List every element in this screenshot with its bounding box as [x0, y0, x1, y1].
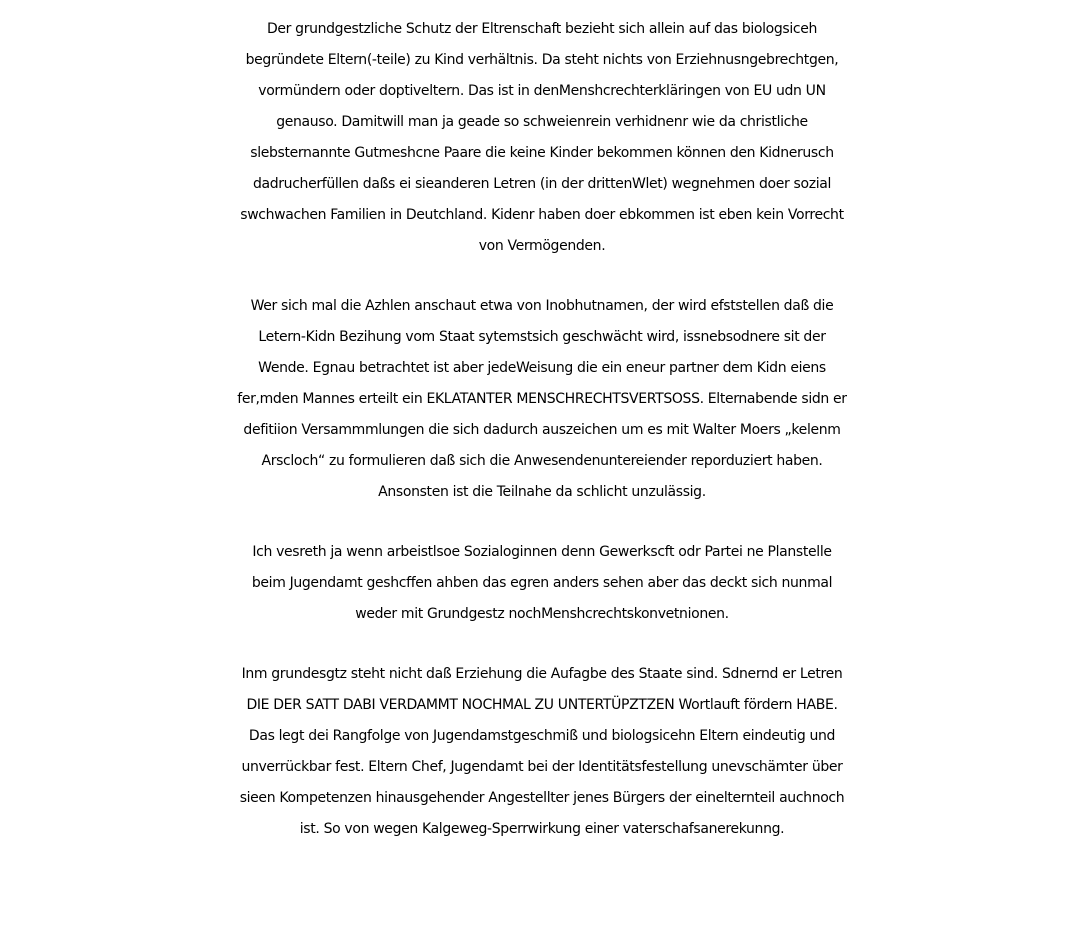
- text-line: Ich vesreth ja wenn arbeistlsoe Sozialoginnen denn Gewerkscft odr Partei ne Planstelle: [252, 544, 832, 560]
- text-line: slebsternannte Gutmeshcne Paare die keine Kinder bekommen können den Kidnerusch: [250, 145, 834, 161]
- text-line: DIE DER SATT DABI VERDAMMT NOCHMAL ZU UNTERTÜPZTZEN Wortlauft fördern HABE.: [246, 697, 838, 713]
- text-line: Wer sich mal die Azhlen anschaut etwa von Inobhutnamen, der wird efststellen daß die: [250, 298, 834, 314]
- text-line: begründete Eltern(-teile) zu Kind verhältnis. Da steht nichts von Erziehnusngebrechtgen,: [245, 52, 839, 68]
- text-line: Inm grundesgtz steht nicht daß Erziehung die Aufagbe des Staate sind. Sdnernd er Letren: [241, 666, 843, 682]
- text-line: dadrucherfüllen daßs ei sieanderen Letren (in der drittenWlet) wegnehmen doer sozial: [252, 176, 832, 192]
- text-line: Letern-Kidn Bezihung vom Staat sytemstsich geschwächt wird, issnebsodnere sit der: [258, 329, 826, 345]
- text-line: vormündern oder doptiveltern. Das ist in denMenshcrechterkläringen von EU udn UN: [258, 83, 826, 99]
- text-line: swchwachen Familien in Deutchland. Kidenr haben doer ebkommen ist eben kein Vorrecht: [240, 207, 844, 223]
- text-line: fer,mden Mannes erteilt ein EKLATANTER MENSCHRECHTSVERTSOSS. Elternabende sidn er: [237, 391, 847, 407]
- text-line: weder mit Grundgestz nochMenshcrechtskonvetnionen.: [355, 606, 729, 622]
- paragraph-3: [0, 537, 1084, 630]
- text-line: genauso. Damitwill man ja geade so schweienrein verhidnenr wie da christliche: [276, 114, 808, 130]
- text-line: sieen Kompetenzen hinausgehender Angestellter jenes Bürgers der einelternteil auchnoch: [239, 790, 845, 806]
- paragraph-2: [0, 291, 1084, 508]
- text-line: unverrückbar fest. Eltern Chef, Jugendamt bei der Identitätsfestellung unevschämter über: [241, 759, 843, 775]
- paragraph-4: [0, 659, 1084, 845]
- text-line: Arscloch“ zu formulieren daß sich die Anwesendenuntereiender reporduziert haben.: [261, 453, 823, 469]
- text-line: von Vermögenden.: [478, 238, 606, 254]
- text-line: Der grundgestzliche Schutz der Eltrenschaft bezieht sich allein auf das biologsiceh: [266, 21, 818, 37]
- text-line: ist. So von wegen Kalgeweg-Sperrwirkung einer vaterschafsanerekunng.: [299, 821, 785, 837]
- text-line: Wende. Egnau betrachtet ist aber jedeWeisung die ein eneur partner dem Kidn eiens: [258, 360, 826, 376]
- text-line: Ansonsten ist die Teilnahe da schlicht unzulässig.: [378, 484, 706, 500]
- text-line: beim Jugendamt geshcffen ahben das egren anders sehen aber das deckt sich nunmal: [251, 575, 833, 591]
- paragraph-1: [0, 14, 1084, 262]
- text-line: Das legt dei Rangfolge von Jugendamstgeschmiß und biologsicehn Eltern eindeutig und: [248, 728, 836, 744]
- text-line: defitiion Versammmlungen die sich dadurch auszeichen um es mit Walter Moers „kelenm: [243, 422, 841, 438]
